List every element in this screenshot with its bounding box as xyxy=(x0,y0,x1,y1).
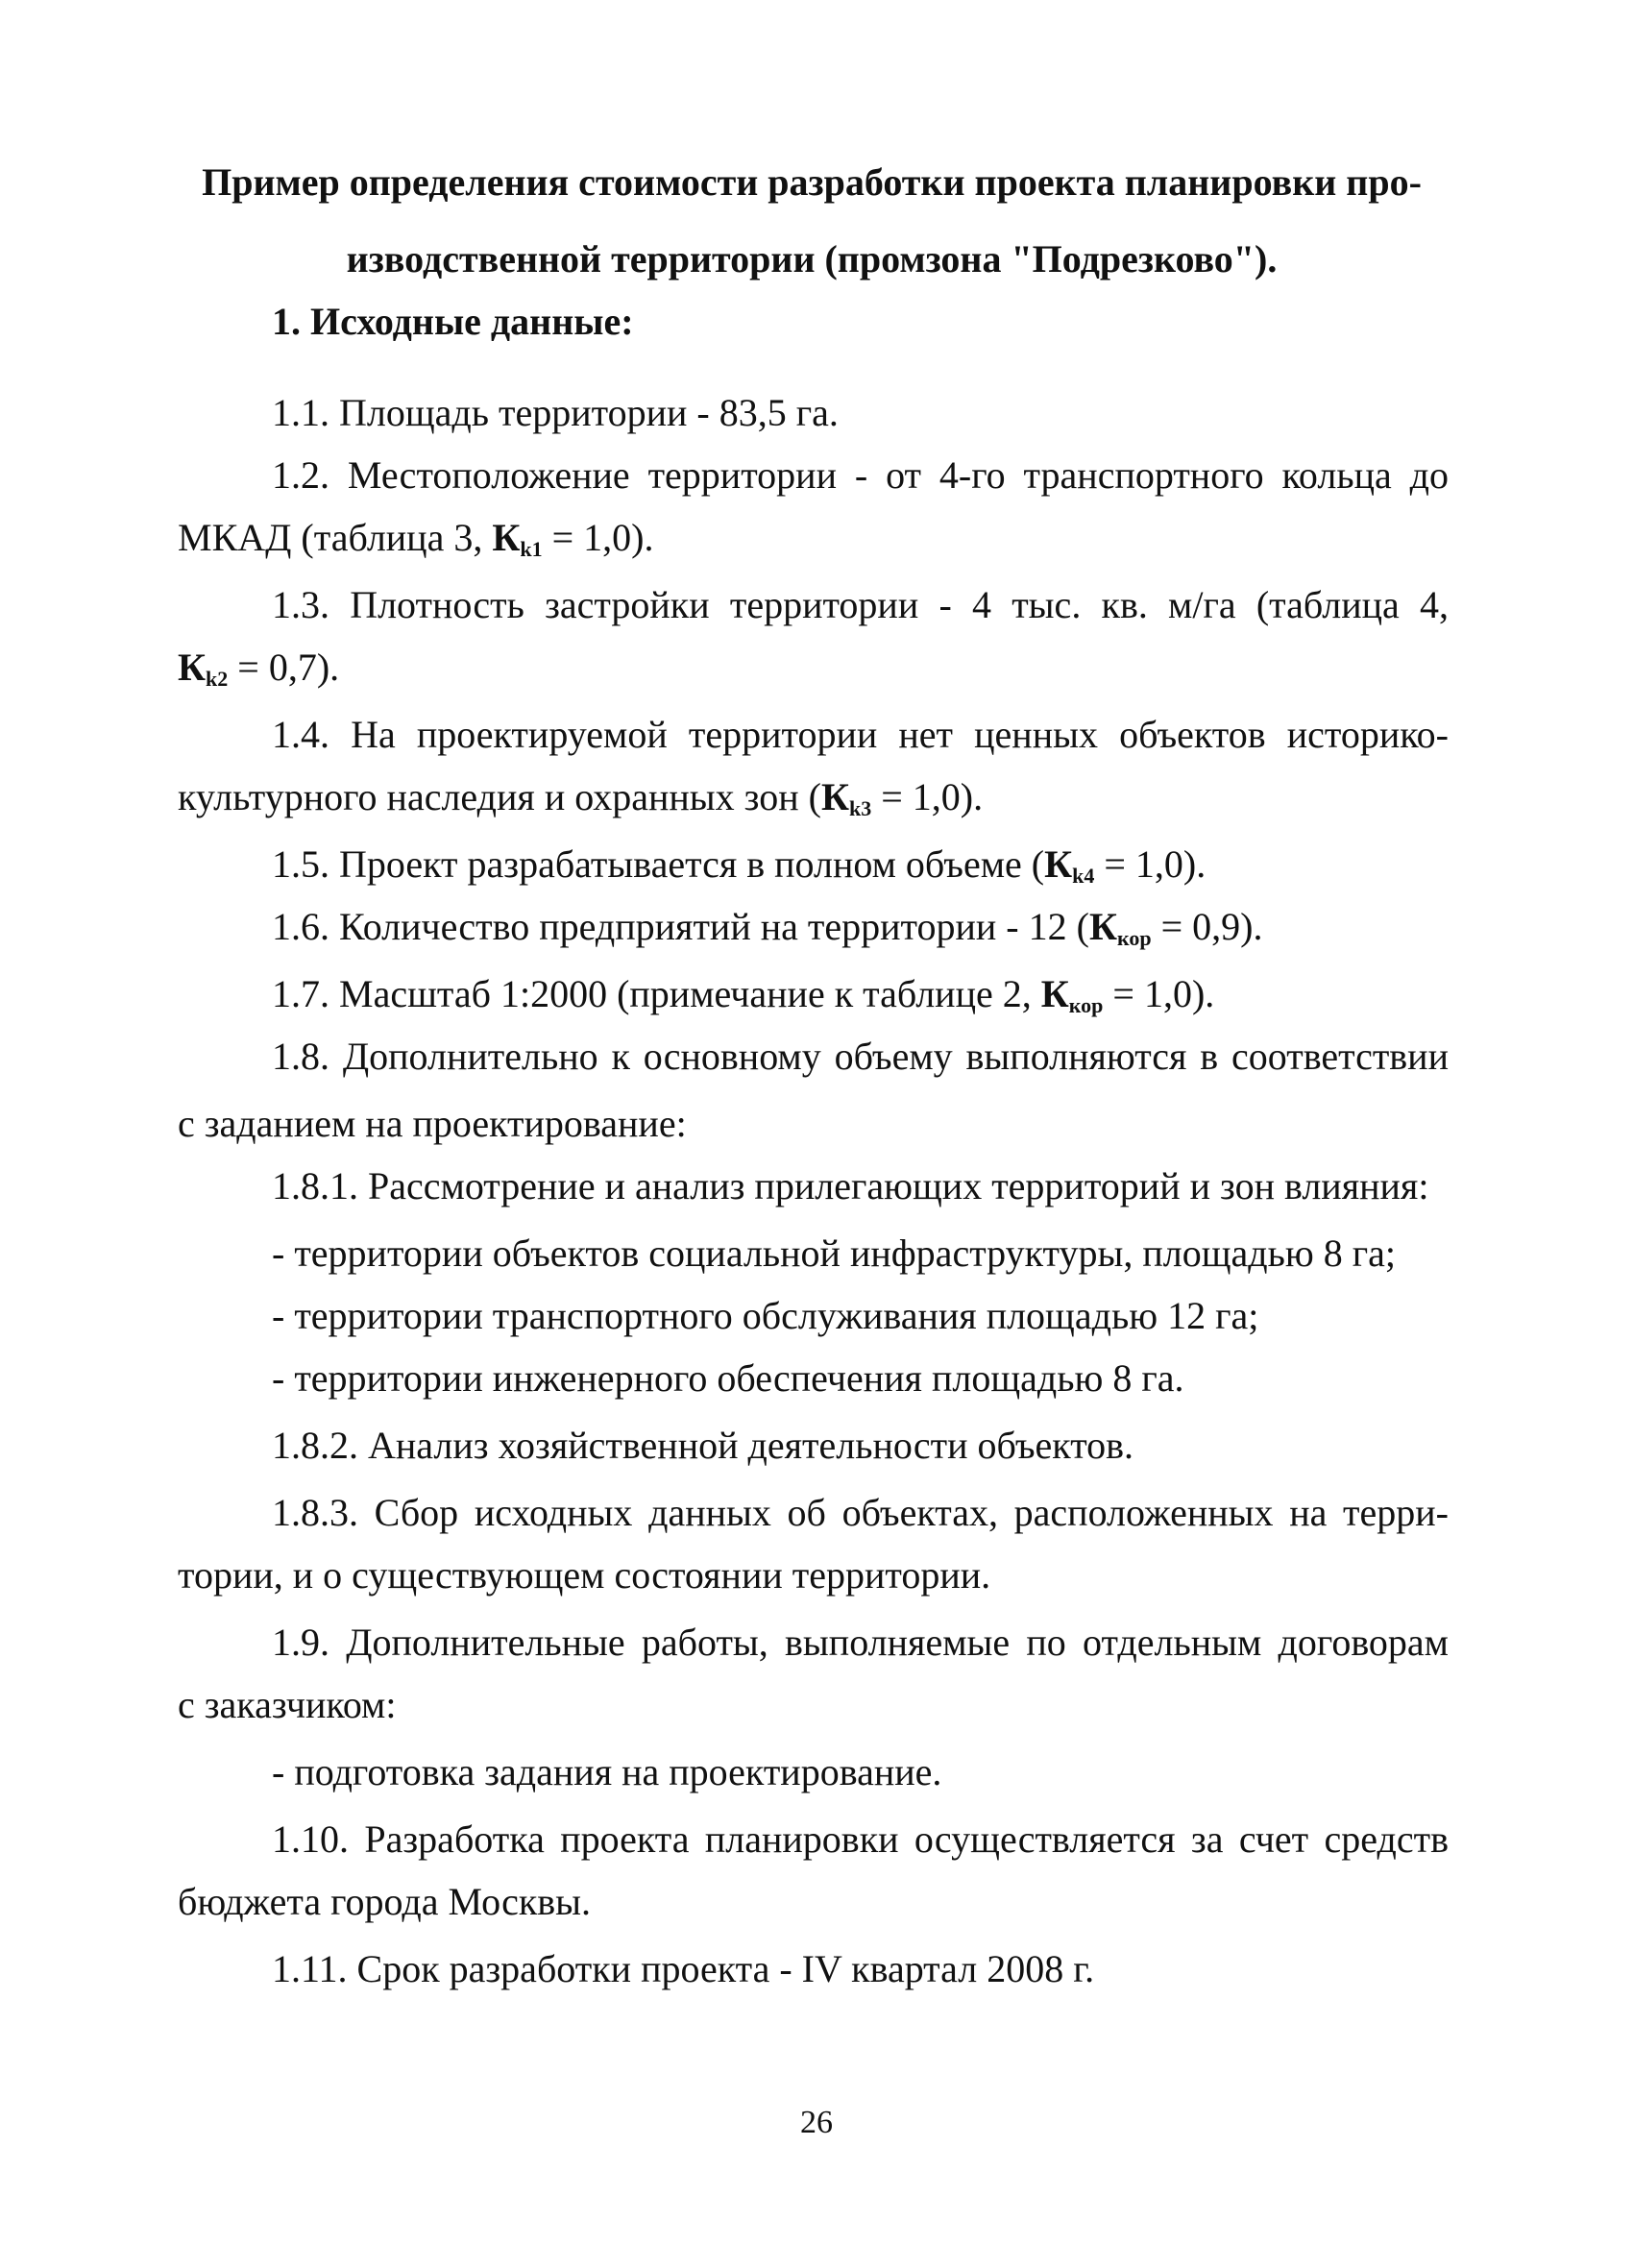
coefficient-k1: $К_{k1}$ xyxy=(492,516,543,561)
item-1-8-1-dash-2: - территории транспортного обслуживания площадью 12 га; xyxy=(272,1294,1259,1337)
item-1-9-dash-1: - подготовка задания на проектирование. xyxy=(272,1750,942,1793)
page-number: 26 xyxy=(800,2105,833,2140)
item-1-8-3-line-2: тории, и о существующем состоянии территории. xyxy=(178,1553,991,1597)
item-1-8-2: 1.8.2. Анализ хозяйственной деятельности объектов. xyxy=(272,1424,1134,1467)
item-1-7: 1.7. Масштаб 1:2000 (примечание к таблице 2, $К_{кор} = 1,0$). xyxy=(272,972,1215,1017)
item-1-9-line-1: 1.9. Дополнительные работы, выполняемые по отдельным договорам xyxy=(272,1621,1449,1664)
item-1-4-line-1: 1.4. На проектируемой территории нет ценных объектов историко- xyxy=(272,713,1449,756)
coefficient-kor-1: $К_{кор}$ xyxy=(1088,905,1152,950)
document-title xyxy=(173,144,1450,298)
title-line-2: изводственной территории (промзона "Подрезково"). xyxy=(346,237,1278,280)
item-1-2-line-1: 1.2. Местоположение территории - от 4-го транспортного кольца до xyxy=(272,453,1449,497)
item-1-8-line-1: 1.8. Дополнительно к основному объему выполняются в соответствии xyxy=(272,1035,1449,1078)
item-1-10-line-2: бюджета города Москвы. xyxy=(178,1880,592,1923)
item-1-8-1-dash-1: - территории объектов социальной инфраструктуры, площадью 8 га; xyxy=(272,1232,1397,1275)
title-line-1: Пример определения стоимости разработки проекта планировки про- xyxy=(202,160,1422,204)
item-1-8-1-dash-3: - территории инженерного обеспечения площадью 8 га. xyxy=(272,1356,1184,1400)
coefficient-k4: $К_{k4}$ xyxy=(1044,842,1095,888)
item-1-3-line-1: 1.3. Плотность застройки территории - 4 тыс. кв. м/га (таблица 4, xyxy=(272,583,1449,626)
coefficient-kor-2: $К_{кор}$ xyxy=(1040,972,1104,1017)
item-1-1: 1.1. Площадь территории - 83,5 га. xyxy=(272,391,839,434)
section-heading: 1. Исходные данные: xyxy=(272,300,634,343)
coefficient-k3: $К_{k3}$ xyxy=(820,775,872,820)
coefficient-k2: $К_{k2}$ xyxy=(178,646,229,691)
item-1-3-line-2: $К_{k2} = 0,7$). xyxy=(178,646,340,691)
item-1-6: 1.6. Количество предприятий на территории - 12 $(К_{кор} = 0,9)$. xyxy=(272,905,1263,950)
item-1-8-line-2: с заданием на проектирование: xyxy=(178,1102,687,1145)
item-1-8-1: 1.8.1. Рассмотрение и анализ прилегающих территорий и зон влияния: xyxy=(272,1164,1429,1207)
item-1-10-line-1: 1.10. Разработка проекта планировки осуществляется за счет средств xyxy=(272,1817,1449,1861)
item-1-5: 1.5. Проект разрабатывается в полном объеме $(К_{k4} = 1,0)$. xyxy=(272,842,1206,888)
item-1-2-line-2: МКАД (таблица 3, $К_{k1} = 1,0$). xyxy=(178,516,654,561)
item-1-11: 1.11. Срок разработки проекта - IV квартал 2008 г. xyxy=(272,1947,1095,1990)
item-1-8-3-line-1: 1.8.3. Сбор исходных данных об объектах, расположенных на терри- xyxy=(272,1491,1449,1534)
item-1-9-line-2: с заказчиком: xyxy=(178,1683,397,1726)
item-1-4-line-2: культурного наследия и охранных зон $(К_{k3} = 1,0)$. xyxy=(178,775,984,820)
